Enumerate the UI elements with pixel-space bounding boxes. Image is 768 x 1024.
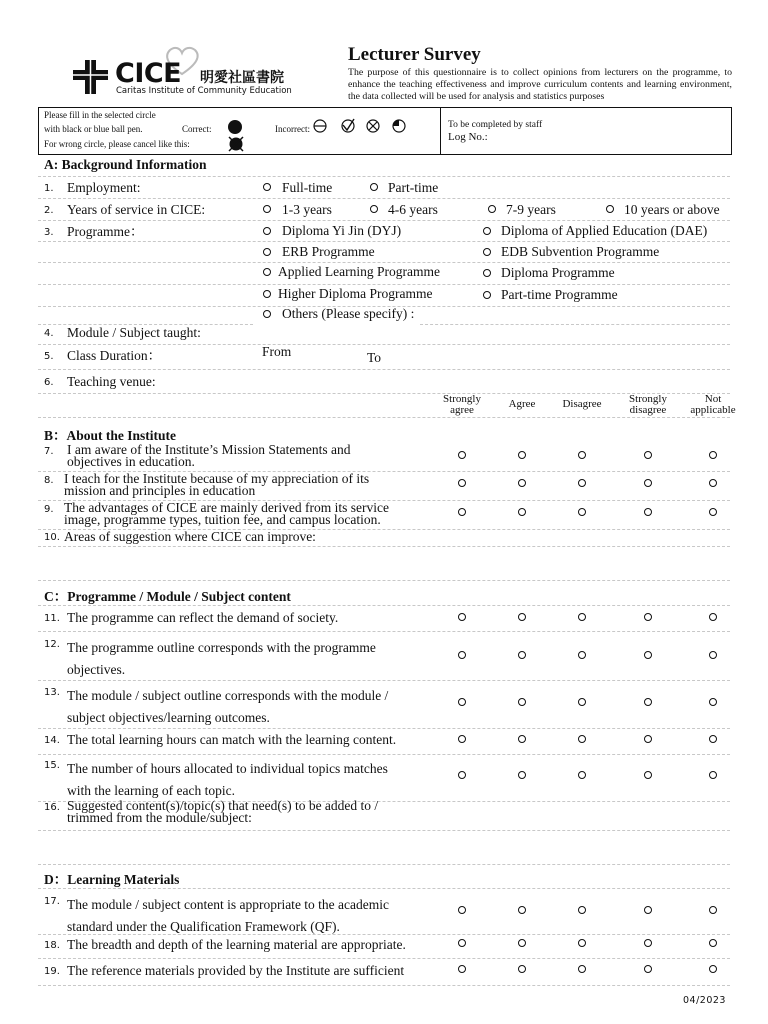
option-label: Higher Diploma Programme	[278, 286, 433, 301]
rating-circle[interactable]	[644, 965, 652, 973]
rating-circle[interactable]	[578, 479, 586, 487]
option-circle[interactable]	[263, 248, 271, 256]
option-circle[interactable]	[483, 269, 491, 277]
rating-circle[interactable]	[518, 451, 526, 459]
form-version: 04/2023	[683, 995, 726, 1006]
instruction-line1: Please fill in the selected circle	[44, 110, 156, 120]
row-divider	[38, 754, 730, 755]
question-number: 10.	[44, 532, 60, 543]
option-circle[interactable]	[483, 248, 491, 256]
row-divider	[38, 241, 730, 242]
rating-circle[interactable]	[709, 906, 717, 914]
row-divider	[38, 176, 730, 177]
rating-circle[interactable]	[578, 451, 586, 459]
row-divider	[38, 631, 730, 632]
option-label: 10 years or above	[624, 202, 720, 217]
question-number: 2.	[44, 205, 54, 216]
scale-header-strongly-disagree: Strongly disagree	[629, 393, 667, 416]
rating-circle[interactable]	[644, 508, 652, 516]
question-number: 9.	[44, 504, 54, 515]
rating-circle[interactable]	[518, 508, 526, 516]
option-circle[interactable]	[606, 205, 614, 213]
question-text: Areas of suggestion where CICE can improve:	[64, 529, 316, 544]
question-number: 13.	[44, 687, 60, 698]
question-text: The module / subject outline corresponds with the module / subject objectives/learning outcomes.	[67, 688, 389, 725]
option-label: Diploma of Applied Education (DAE)	[501, 223, 708, 238]
rating-circle[interactable]	[644, 651, 652, 659]
option-circle[interactable]	[263, 227, 271, 235]
scale-header-disagree: Disagree	[562, 398, 602, 410]
instruction-line2: with black or blue ball pen.	[44, 124, 143, 134]
rating-circle[interactable]	[644, 613, 652, 621]
rating-circle[interactable]	[644, 735, 652, 743]
option-label: Part-time Programme	[501, 287, 618, 302]
rating-circle[interactable]	[458, 771, 466, 779]
question-number: 18.	[44, 940, 60, 951]
question-text: The number of hours allocated to individual topics matches with the learning of each topic.	[67, 761, 388, 798]
logo-acronym: CICE	[115, 58, 182, 89]
option-label: Full-time	[282, 180, 333, 195]
rating-circle[interactable]	[578, 939, 586, 947]
logo-chinese-name: 明愛社區書院	[200, 70, 284, 86]
option-circle[interactable]	[263, 205, 271, 213]
question-text: Suggested content(s)/topic(s) that need(s) to be added to / trimmed from the module/subject:	[67, 798, 379, 825]
scale-header-strongly-agree: Strongly agree	[443, 393, 481, 416]
rating-circle[interactable]	[578, 906, 586, 914]
class-duration-label: Class Duration：	[67, 348, 162, 363]
row-divider	[38, 344, 730, 345]
rating-circle[interactable]	[578, 965, 586, 973]
option-label: Part-time	[388, 180, 439, 195]
option-circle[interactable]	[263, 268, 271, 276]
rating-circle[interactable]	[518, 698, 526, 706]
option-label: Diploma Yi Jin (DYJ)	[282, 223, 402, 238]
rating-circle[interactable]	[518, 479, 526, 487]
rating-circle[interactable]	[458, 479, 466, 487]
row-divider	[38, 985, 730, 986]
row-divider	[38, 220, 730, 221]
rating-circle[interactable]	[578, 613, 586, 621]
rating-circle[interactable]	[518, 735, 526, 743]
rating-circle[interactable]	[709, 651, 717, 659]
row-divider	[38, 417, 730, 418]
rating-circle[interactable]	[458, 939, 466, 947]
option-circle[interactable]	[263, 183, 271, 191]
row-divider	[38, 958, 730, 959]
page-title: Lecturer Survey	[348, 44, 481, 65]
question-text: The module / subject content is appropriate to the academic standard under the Qualification Framework (QF).	[67, 897, 390, 934]
employment-label: Employment:	[67, 180, 141, 195]
to-label: To	[367, 350, 382, 365]
rating-circle[interactable]	[458, 906, 466, 914]
question-number: 1.	[44, 183, 54, 194]
option-circle[interactable]	[488, 205, 496, 213]
rating-circle[interactable]	[709, 771, 717, 779]
cancelled-circle-icon	[228, 136, 244, 152]
section-b-title: B：About the Institute	[44, 428, 177, 443]
section-c-title: C：Programme / Module / Subject content	[44, 589, 291, 604]
rating-circle[interactable]	[644, 771, 652, 779]
question-number: 19.	[44, 966, 60, 977]
row-divider	[420, 324, 730, 325]
rating-circle[interactable]	[709, 735, 717, 743]
rating-circle[interactable]	[644, 479, 652, 487]
from-label: From	[262, 344, 292, 359]
scale-header-agree: Agree	[508, 398, 536, 410]
question-text: The reference materials provided by the Institute are sufficient	[67, 963, 405, 978]
question-text: The programme can reflect the demand of society.	[67, 610, 339, 625]
question-number: 17.	[44, 896, 60, 907]
question-text: The breadth and depth of the learning material are appropriate.	[67, 937, 406, 952]
question-text: I teach for the Institute because of my appreciation of its mission and principles in education	[64, 471, 370, 498]
box-divider	[440, 107, 441, 155]
row-divider	[38, 284, 730, 285]
question-text: The advantages of CICE are mainly derived from its service image, programme types, tuition fee, and campus location.	[64, 500, 390, 527]
row-divider	[38, 680, 730, 681]
row-divider	[38, 262, 730, 263]
rating-circle[interactable]	[578, 508, 586, 516]
correct-label: Correct:	[182, 124, 212, 134]
staff-note: To be completed by staff	[448, 120, 543, 130]
rating-circle[interactable]	[709, 965, 717, 973]
rating-circle[interactable]	[578, 651, 586, 659]
question-number: 5.	[44, 351, 54, 362]
rating-circle[interactable]	[518, 965, 526, 973]
filled-circle-icon	[228, 120, 242, 134]
section-a-title: A: Background Information	[44, 157, 207, 172]
option-circle[interactable]	[370, 183, 378, 191]
row-divider	[38, 864, 730, 865]
rating-circle[interactable]	[518, 906, 526, 914]
module-taught-label: Module / Subject taught:	[67, 325, 201, 340]
rating-circle[interactable]	[458, 451, 466, 459]
rating-circle[interactable]	[578, 698, 586, 706]
rating-circle[interactable]	[644, 698, 652, 706]
row-divider	[38, 934, 730, 935]
row-divider	[38, 324, 253, 325]
row-divider	[38, 546, 730, 547]
question-text: The total learning hours can match with the learning content.	[67, 732, 397, 747]
question-number: 4.	[44, 328, 54, 339]
row-divider	[38, 728, 730, 729]
row-divider	[38, 605, 730, 606]
rating-circle[interactable]	[518, 771, 526, 779]
programme-label: Programme：	[67, 224, 144, 239]
row-divider	[38, 198, 730, 199]
rating-circle[interactable]	[709, 508, 717, 516]
option-circle[interactable]	[370, 205, 378, 213]
incorrect-label: Incorrect:	[275, 124, 310, 134]
rating-circle[interactable]	[644, 939, 652, 947]
rating-circle[interactable]	[518, 613, 526, 621]
section-d-title: D：Learning Materials	[44, 872, 180, 887]
log-number-label: Log No.:	[448, 131, 488, 143]
row-divider	[38, 369, 730, 370]
option-circle[interactable]	[483, 227, 491, 235]
cross-logo-icon	[70, 58, 112, 96]
rating-circle[interactable]	[518, 651, 526, 659]
question-number: 8.	[44, 475, 54, 486]
question-number: 16.	[44, 802, 60, 813]
rating-circle[interactable]	[458, 735, 466, 743]
option-label: Others (Please specify) :	[282, 306, 415, 321]
question-number: 12.	[44, 639, 60, 650]
question-number: 14.	[44, 735, 60, 746]
option-label: 4-6 years	[388, 202, 438, 217]
logo-fullname: Caritas Institute of Community Education	[116, 86, 292, 96]
instruction-line3: For wrong circle, please cancel like this:	[44, 139, 190, 149]
option-circle[interactable]	[263, 290, 271, 298]
rating-circle[interactable]	[644, 906, 652, 914]
option-label: ERB Programme	[282, 244, 375, 259]
option-label: Diploma Programme	[501, 265, 615, 280]
option-label: 1-3 years	[282, 202, 332, 217]
question-number: 3.	[44, 227, 54, 238]
option-label: 7-9 years	[506, 202, 556, 217]
teaching-venue-label: Teaching venue:	[67, 374, 156, 389]
intro-text: The purpose of this questionnaire is to collect opinions from lecturers on the programme, to enhance the teaching effectiveness and improve curriculum contents and learning environment, the data collected will be used for analysis and statistics purposes	[348, 67, 732, 102]
rating-circle[interactable]	[709, 939, 717, 947]
rating-circle[interactable]	[709, 479, 717, 487]
rating-circle[interactable]	[458, 965, 466, 973]
question-text: The programme outline corresponds with the programme objectives.	[67, 640, 376, 677]
row-divider	[38, 830, 730, 831]
rating-circle[interactable]	[578, 771, 586, 779]
years-of-service-label: Years of service in CICE:	[67, 202, 206, 217]
rating-circle[interactable]	[458, 698, 466, 706]
row-divider	[38, 888, 730, 889]
question-text: I am aware of the Institute’s Mission Statements and objectives in education.	[67, 442, 351, 469]
rating-circle[interactable]	[458, 651, 466, 659]
question-number: 15.	[44, 760, 60, 771]
option-label: Applied Learning Programme	[278, 264, 440, 279]
question-number: 6.	[44, 377, 54, 388]
rating-circle[interactable]	[518, 939, 526, 947]
question-number: 11.	[44, 613, 60, 624]
rating-circle[interactable]	[709, 698, 717, 706]
incorrect-marks-icon	[313, 118, 409, 134]
rating-circle[interactable]	[458, 508, 466, 516]
option-circle[interactable]	[263, 310, 271, 318]
rating-circle[interactable]	[709, 451, 717, 459]
rating-circle[interactable]	[578, 735, 586, 743]
rating-circle[interactable]	[709, 613, 717, 621]
rating-circle[interactable]	[458, 613, 466, 621]
scale-header-not-applicable: Not applicable	[690, 393, 736, 416]
option-circle[interactable]	[483, 291, 491, 299]
question-number: 7.	[44, 446, 54, 457]
option-label: EDB Subvention Programme	[501, 244, 660, 259]
rating-circle[interactable]	[644, 451, 652, 459]
row-divider	[38, 580, 730, 581]
